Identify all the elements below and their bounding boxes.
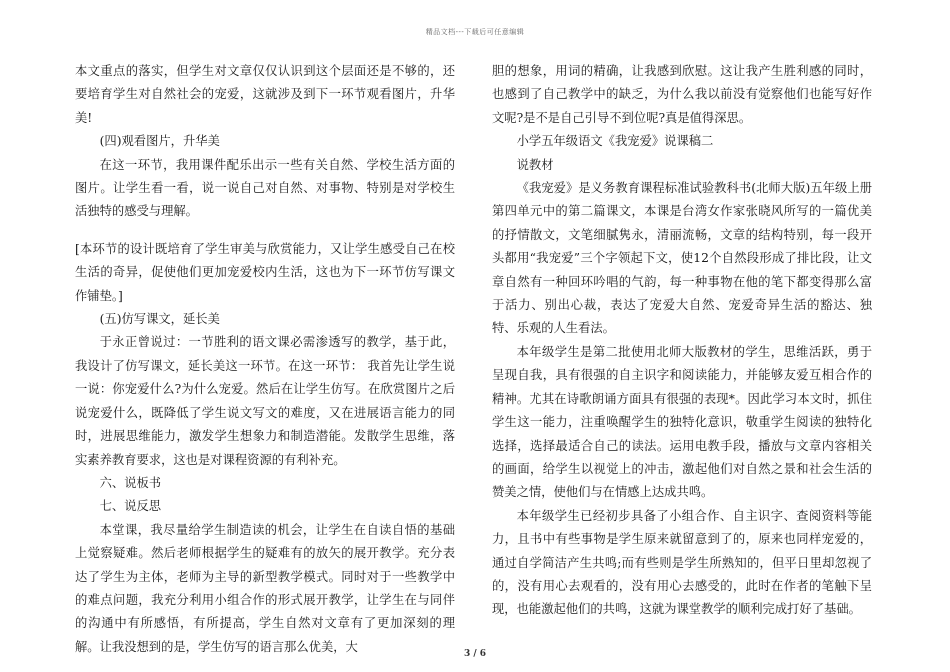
design-note: [本环节的设计既培育了学生审美与欣赏能力，又让学生感受自己在校生活的奇异，促使他们更加宠爱校内生活，这也为下一环节仿写课文作铺垫。] [75,241,455,303]
paragraph: 本堂课，我尽量给学生制造读的机会，让学生在自读自悟的基础上觉察疑难。然后老师根据学生的疑难有的放矢的展开教学。充分表达了学生为主体，老师为主导的新型教学模式。同时对于一些教学中的难点问题，我充分利用小组合作的形式展开教学，让学生在与同伴的沟通中有所感悟，有所提高，学生自然对文章有了更加深刻的理解。让我没想到的是，学生仿写的语言那么优美，大 [75,522,455,654]
paragraph: 胆的想象，用词的精确，让我感到欣慰。这让我产生胜利感的同时，也感到了自己教学中的缺乏，为什么我以前没有觉察他们也能写好作文呢?是不是自己引导不到位呢?真是值得深思。 [492,64,872,125]
section-heading: 七、说反思 [99,499,162,514]
paragraph: 《我宠爱》是义务教育课程标准试验教科书(北师大版)五年级上册第四单元中的第二篇课文，本课是台湾女作家张晓风所写的一篇优美的抒情散文，文笔细腻隽永，清丽流畅，文章的结构特别，每一段开头都用“我宠爱”三个字领起下文，使12个自然段形成了排比段，让文章自然有一种回环吟唱的气韵，每一种事物在他的笔下都变得那么富于活力、别出心裁，表达了宠爱大自然、宠爱奇异生活的豁达、独特、乐观的人生看法。 [492,181,872,336]
section-heading: (五)仿写课文，延长美 [99,312,220,327]
section-heading: 说教材 [516,157,554,172]
document-title: 小学五年级语文《我宠爱》说课稿二 [516,134,714,149]
paragraph: 本文重点的落实，但学生对文章仅仅认识到这个层面还是不够的，还要培育学生对自然社会的宠爱，这就涉及到下一环节观看图片，升华美! [75,64,455,125]
section-heading: (四)观看图片，升华美 [99,134,220,149]
paragraph: 于永正曾说过：一节胜利的语文课必需渗透写的教学，基于此，我设计了仿写课文，延长美这一环节。在这一环节： 我首先让学生说一说：你宠爱什么?为什么宠爱。然后在让学生仿写。在欣赏图片之后说宠爱什么，既降低了学生说文写文的难度，又在进展语言能力的同时，进展思维能力，激发学生想象力和制造潜能。发散学生思维，落实素养教育要求，这也是对课程资源的有利补充。 [75,335,455,467]
left-column [75,60,455,659]
paragraph: 在这一环节，我用课件配乐出示一些有关自然、学校生活方面的图片。让学生看一看，说一说自己对自然、对事物、特别是对学校生活独特的感受与理解。 [75,157,455,219]
paragraph: 本年级学生是第二批使用北师大版教材的学生，思维活跃，勇于呈现自我，具有很强的自主识字和阅读能力，并能够友爱互相合作的精神。尤其在诗歌朗诵方面具有很强的表现*。因此学习本文时，抓住学生这一能力，注重唤醒学生的独特化意识，敬重学生阅读的独特化选择，选择最适合自己的读法。运用电教手段，播放与文章内容相关的画面，给学生以视觉上的冲击，激起他们对自然之景和社会生活的赞美之情，使他们与在情感上达成共鸣。 [492,344,872,500]
right-column [492,60,872,622]
paragraph: 本年级学生已经初步具备了小组合作、自主识字、查阅资料等能力，且书中有些事物是学生原来就留意到了的，原来也同样宠爱的，通过自学简洁产生共鸣;而有些则是学生所熟知的，但平日里却忽视了的，没有用心去观看的，没有用心去感受的，此时在作者的笔触下呈现，也能激起他们的共鸣，这就为课堂教学的顺利完成打好了基础。 [492,508,872,617]
header-note: 精品文档---下载后可任意编辑 [425,28,525,36]
page-number: 3 / 6 [463,649,487,659]
section-heading: 六、说板书 [99,475,162,490]
